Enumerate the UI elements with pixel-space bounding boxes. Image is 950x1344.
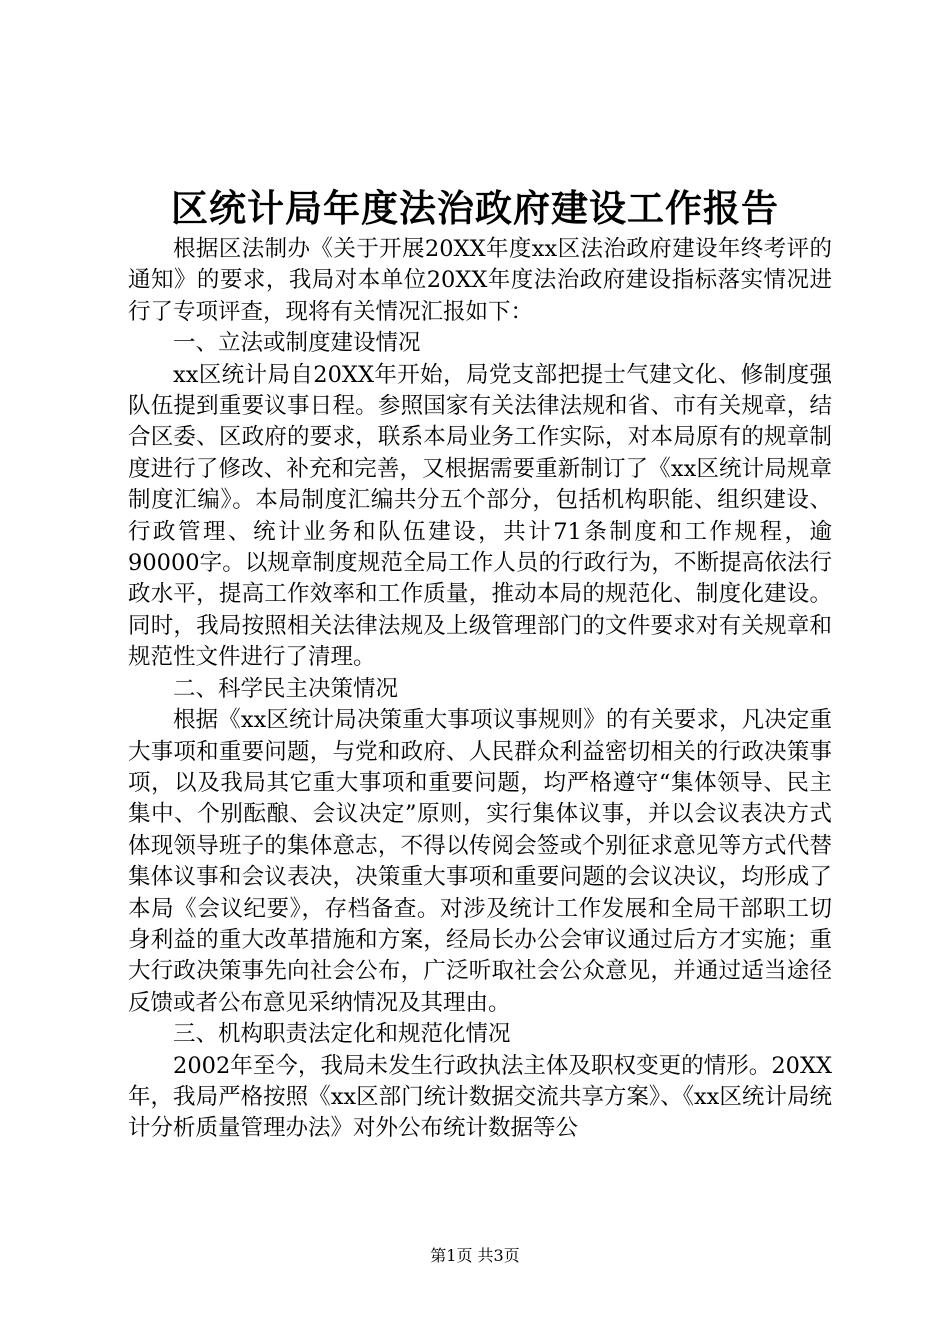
paragraph-decision-making: 根据《xx区统计局决策重大事项议事规则》的有关要求，凡决定重大事项和重要问题，与党和政府、人民群众利益密切相关的行政决策事项，以及我局其它重大事项和重要问题，均严格遵守“集体领导、民主集中、个别酝酿、会议决定”原则，实行集体议事，并以会议表决方式体现领导班子的集体意志，不得以传阅会签或个别征求意见等方式代替集体议事和会议表决，决策重大事项和重要问题的会议决议，均形成了本局《会议纪要》，存档备查。对涉及统计工作发展和全局干部职工切身利益的重大改革措施和方案，经局长办公会审议通过后方才实施；重大行政决策事先向社会公布，广泛听取社会公众意见，并通过适当途径反馈或者公布意见采纳情况及其理由。: [128, 707, 832, 1016]
document-body: [128, 234, 832, 1145]
section-heading-decision-making: 二、科学民主决策情况: [173, 675, 399, 702]
paragraph-legislation: xx区统计局自20XX年开始，局党支部把提士气建文化、修制度强队伍提到重要议事日程。参照国家有关法律法规和省、市有关规章，结合区委、区政府的要求，联系本局业务工作实际，对本局原有的规章制度进行了修改、补充和完善，又根据需要重新制订了《xx区统计局规章制度汇编》。本局制度汇编共分五个部分，包括机构职能、组织建设、行政管理、统计业务和队伍建设，共计71条制度和工作规程，逾90000字。以规章制度规范全局工作人员的行政行为，不断提高依法行政水平，提高工作效率和工作质量，推动本局的规范化、制度化建设。同时，我局按照相关法律法规及上级管理部门的文件要求对有关规章和规范性文件进行了清理。: [128, 361, 832, 671]
page-footer: 第1页 共3页: [430, 1246, 520, 1265]
document-title: 区统计局年度法治政府建设工作报告: [171, 186, 779, 230]
section-heading-legislation: 一、立法或制度建设情况: [173, 330, 421, 357]
paragraph-institutional-duties: 2002年至今，我局未发生行政执法主体及职权变更的情形。20XX年，我局严格按照《xx区部门统计数据交流共享方案》、《xx区统计局统计分析质量管理办法》对外公布统计数据等公: [128, 1052, 832, 1142]
paragraph-intro: 根据区法制办《关于开展20XX年度xx区法治政府建设年终考评的通知》的要求，我局对本单位20XX年度法治政府建设指标落实情况进行了专项评查，现将有关情况汇报如下：: [128, 236, 832, 325]
section-heading-institutional-duties: 三、机构职责法定化和规范化情况: [173, 1021, 511, 1048]
